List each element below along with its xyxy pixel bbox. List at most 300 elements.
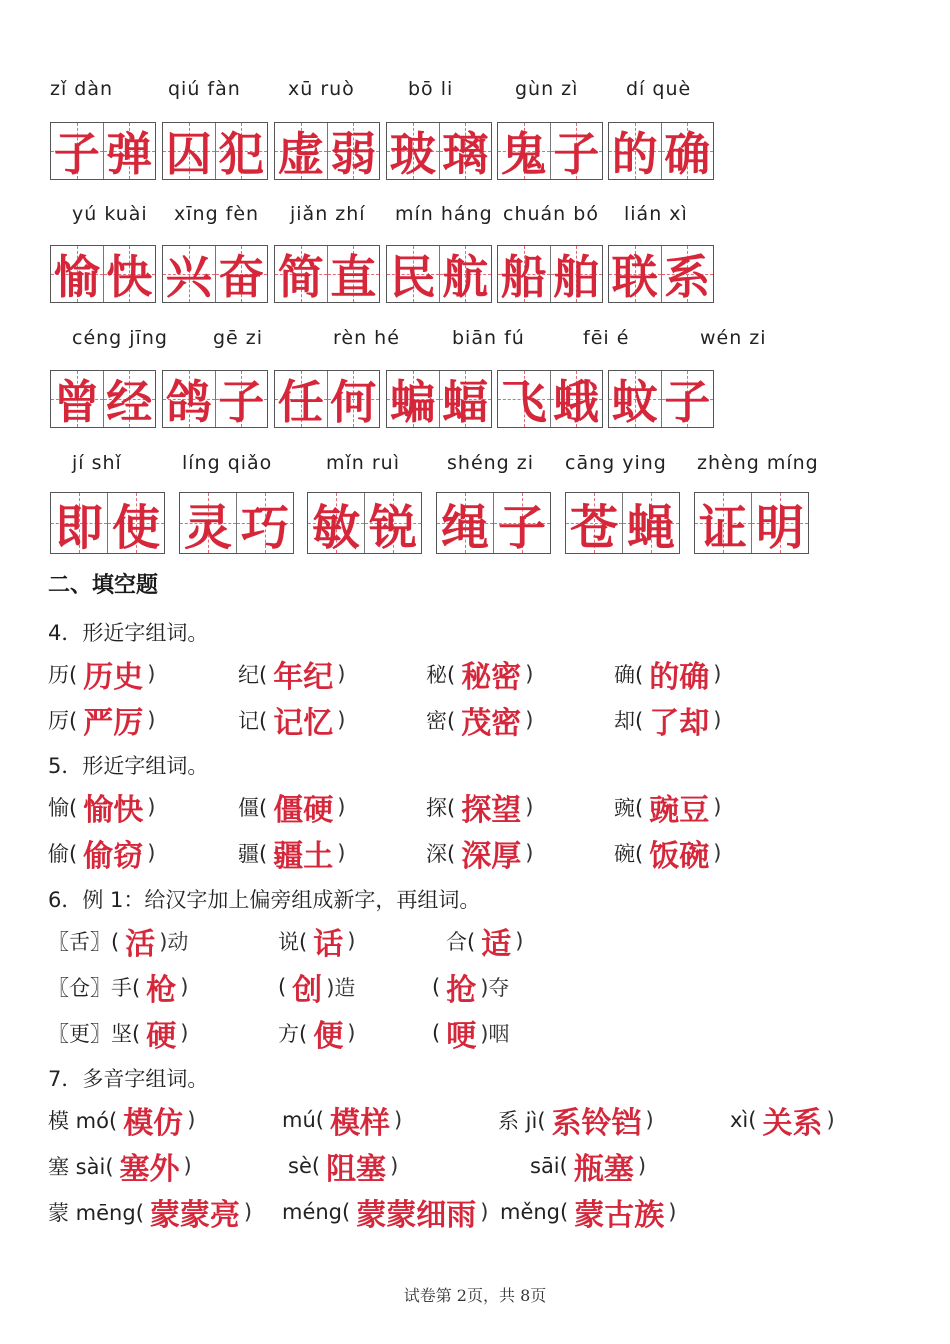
answer-character: 奋 (218, 250, 265, 304)
closing-text: ) (525, 795, 534, 819)
closing-text: )咽 (480, 1022, 510, 1046)
pinyin-label: yú kuài (72, 203, 148, 225)
tianzige-word-box (497, 370, 603, 428)
pinyin-label: wén zi (700, 327, 767, 349)
fill-item (426, 697, 533, 743)
pinyin-label: jiǎn zhí (290, 203, 366, 225)
tianzige-cell (437, 493, 494, 556)
question-title: 5．形近字组词。 (48, 754, 209, 778)
handwritten-answer: 茂密 (461, 706, 522, 741)
answer-character: 联 (611, 250, 658, 304)
answer-character: 锐 (368, 499, 417, 556)
pinyin-label: líng qiǎo (182, 452, 273, 474)
answer-row (0, 697, 950, 743)
handwritten-answer: 蒙古族 (574, 1198, 665, 1233)
tianzige-word-box (179, 492, 294, 554)
pinyin-label: zǐ dàn (50, 78, 114, 100)
prompt-text: měng( (500, 1200, 569, 1224)
handwritten-answer: 蒙蒙亮 (149, 1198, 240, 1233)
answer-character: 敏 (311, 499, 360, 556)
closing-text: ) (525, 841, 534, 865)
answer-character: 曾 (53, 375, 100, 429)
answer-row (0, 830, 950, 876)
tianzige-cell (163, 371, 216, 427)
prompt-text: xì( (730, 1108, 757, 1132)
fill-item (498, 1097, 654, 1143)
section-title: 二、填空题 (48, 573, 159, 598)
answer-character: 蛾 (553, 375, 600, 429)
handwritten-answer: 模样 (329, 1106, 390, 1141)
tianzige-cell (275, 123, 328, 179)
question-title: 7．多音字组词。 (48, 1067, 209, 1091)
fill-item (446, 918, 523, 964)
pinyin-label: fēi é (583, 327, 630, 349)
closing-text: ) (337, 662, 346, 686)
tianzige-cell (387, 246, 440, 302)
pinyin-label: qiú fàn (168, 78, 241, 100)
answer-character: 系 (664, 250, 711, 304)
answer-character: 灵 (183, 499, 232, 556)
tianzige-word-box (50, 122, 156, 180)
tianzige-cell (328, 246, 380, 302)
handwritten-answer: 模仿 (123, 1106, 184, 1141)
tianzige-word-box (565, 492, 680, 554)
pinyin-label: jí shǐ (72, 452, 122, 474)
tianzige-word-box (694, 492, 809, 554)
fill-item (48, 964, 188, 1010)
answer-character: 巧 (240, 499, 289, 556)
closing-text: ) (337, 795, 346, 819)
closing-text: ) (147, 795, 156, 819)
answer-character: 简 (277, 250, 324, 304)
handwritten-answer: 活 (125, 927, 156, 962)
tianzige-cell (609, 246, 662, 302)
tianzige-word-box (386, 122, 492, 180)
closing-text: ) (183, 1154, 192, 1178)
closing-text: ) (668, 1200, 677, 1224)
answer-row (0, 651, 950, 697)
handwritten-answer: 创 (292, 973, 323, 1008)
prompt-text: 厉( (48, 709, 78, 733)
fill-item (48, 1010, 188, 1056)
question-title: 6．例 1：给汉字加上偏旁组成新字，再组词。 (48, 888, 481, 912)
closing-text: ) (337, 841, 346, 865)
answer-row (0, 918, 950, 964)
closing-text: ) (393, 1108, 403, 1132)
answer-character: 舶 (553, 250, 600, 304)
tianzige-cell (163, 123, 216, 179)
pinyin-label: céng jīng (72, 327, 168, 349)
prompt-text: 确( (614, 663, 644, 687)
handwritten-answer: 严厉 (83, 706, 144, 741)
tianzige-cell (108, 493, 164, 556)
answer-character: 绳 (440, 499, 489, 556)
closing-text: ) (390, 1154, 399, 1178)
tianzige-cell (308, 493, 365, 556)
answer-character: 璃 (442, 127, 489, 181)
tianzige-cell (237, 493, 293, 556)
pinyin-label: bō li (408, 78, 454, 100)
fill-item (614, 784, 721, 830)
answer-row (0, 1143, 950, 1189)
prompt-text: 〖舌〗( (48, 930, 120, 954)
handwritten-answer: 偷窃 (83, 839, 144, 874)
answer-character: 确 (664, 127, 711, 181)
prompt-text: 蒙 mēng( (48, 1201, 144, 1225)
tianzige-cell (494, 493, 550, 556)
fill-item (48, 1189, 252, 1235)
closing-text: ) (713, 841, 722, 865)
page-footer: 试卷第 2页，共 8页 (403, 1286, 547, 1305)
pinyin-label: xū ruò (288, 78, 355, 100)
answer-character: 飞 (500, 375, 547, 429)
handwritten-answer: 记忆 (273, 706, 334, 741)
answer-character: 蝙 (389, 375, 436, 429)
tianzige-cell (551, 123, 603, 179)
tianzige-cell (440, 246, 492, 302)
closing-text: ) (480, 1200, 489, 1224)
tianzige-word-box (50, 492, 165, 554)
prompt-text: mú( (282, 1108, 324, 1132)
tianzige-cell (498, 371, 551, 427)
answer-row (0, 1189, 950, 1235)
pinyin-label: gùn zì (515, 78, 579, 100)
prompt-text: sāi( (530, 1154, 568, 1178)
closing-text: ) (515, 929, 524, 953)
handwritten-answer: 抢 (446, 973, 477, 1008)
handwritten-answer: 话 (313, 927, 344, 962)
tianzige-cell (104, 246, 156, 302)
fill-item (426, 784, 533, 830)
answer-row (0, 964, 950, 1010)
closing-text: ) (147, 662, 156, 686)
handwritten-answer: 系铃铛 (551, 1106, 642, 1141)
tianzige-cell (104, 371, 156, 427)
answer-character: 子 (553, 127, 600, 181)
tianzige-cell (498, 123, 551, 179)
fill-item (238, 651, 345, 697)
fill-item (48, 918, 188, 964)
tianzige-word-box (497, 245, 603, 303)
handwritten-answer: 枪 (146, 973, 177, 1008)
answer-character: 明 (755, 499, 804, 556)
fill-item (48, 784, 155, 830)
prompt-text: 愉( (48, 796, 78, 820)
handwritten-answer: 深厚 (461, 839, 522, 874)
prompt-text: 塞 sài( (48, 1155, 114, 1179)
prompt-text: ( (432, 975, 441, 999)
handwritten-answer: 硬 (146, 1019, 177, 1054)
fill-item (48, 830, 155, 876)
closing-text: ) (180, 1021, 189, 1045)
pinyin-row (0, 327, 950, 357)
tianzige-cell (180, 493, 237, 556)
pinyin-label: mín háng (395, 203, 493, 225)
prompt-text: 说( (278, 930, 308, 954)
handwritten-answer: 阻塞 (326, 1152, 387, 1187)
tianzige-word-box (50, 370, 156, 428)
tianzige-word-box (162, 370, 268, 428)
answer-character: 愉 (53, 250, 100, 304)
tianzige-cell (662, 371, 714, 427)
fill-item (238, 784, 345, 830)
prompt-text: 偷( (48, 842, 78, 866)
answer-character: 兴 (165, 250, 212, 304)
handwritten-answer: 蒙蒙细雨 (356, 1198, 477, 1233)
vocab-grid-row (0, 492, 950, 554)
tianzige-cell (387, 123, 440, 179)
handwritten-answer: 年纪 (273, 660, 334, 695)
tianzige-cell (662, 246, 714, 302)
prompt-text: 探( (426, 796, 456, 820)
fill-item (278, 1010, 355, 1056)
tianzige-cell (216, 371, 268, 427)
tianzige-cell (51, 371, 104, 427)
vocab-grid-row (0, 245, 950, 303)
answer-character: 快 (106, 250, 153, 304)
closing-text: ) (525, 708, 534, 732)
tianzige-cell (551, 371, 603, 427)
answer-character: 虚 (277, 127, 324, 181)
prompt-text: 深( (426, 842, 456, 866)
prompt-text: sè( (288, 1154, 321, 1178)
handwritten-answer: 瓶塞 (573, 1152, 634, 1187)
answer-character: 船 (500, 250, 547, 304)
prompt-text: 却( (614, 709, 644, 733)
answer-character: 的 (611, 127, 658, 181)
answer-character: 蝠 (442, 375, 489, 429)
handwritten-answer: 愉快 (83, 793, 144, 828)
closing-text: ) (243, 1200, 253, 1224)
answer-character: 弱 (330, 127, 377, 181)
answer-character: 何 (330, 375, 377, 429)
fill-item (278, 918, 355, 964)
tianzige-cell (216, 246, 268, 302)
fill-item (614, 651, 721, 697)
closing-text: ) (347, 1021, 356, 1045)
answer-character: 经 (106, 375, 153, 429)
tianzige-cell (609, 371, 662, 427)
answer-character: 子 (497, 499, 546, 556)
handwritten-answer: 适 (481, 927, 512, 962)
pinyin-label: dí què (626, 78, 692, 100)
prompt-text: méng( (282, 1200, 351, 1224)
fill-item (614, 697, 721, 743)
tianzige-cell (440, 371, 492, 427)
fill-item (432, 1010, 509, 1056)
answer-character: 即 (54, 499, 103, 556)
prompt-text: 密( (426, 709, 456, 733)
closing-text: ) (713, 662, 722, 686)
tianzige-word-box (608, 122, 714, 180)
tianzige-word-box (386, 245, 492, 303)
prompt-text: 历( (48, 663, 78, 687)
closing-text: ) (713, 708, 722, 732)
handwritten-answer: 秘密 (461, 660, 522, 695)
tianzige-cell (51, 246, 104, 302)
handwritten-answer: 塞外 (119, 1152, 180, 1187)
fill-item (530, 1143, 646, 1189)
closing-text: ) (826, 1108, 835, 1132)
tianzige-cell (275, 371, 328, 427)
tianzige-word-box (497, 122, 603, 180)
answer-character: 证 (698, 499, 747, 556)
tianzige-word-box (162, 245, 268, 303)
handwritten-answer: 关系 (762, 1106, 823, 1141)
answer-character: 蚊 (611, 375, 658, 429)
tianzige-cell (216, 123, 268, 179)
tianzige-word-box (162, 122, 268, 180)
question-title: 4．形近字组词。 (48, 621, 209, 645)
tianzige-cell (752, 493, 808, 556)
answer-character: 子 (664, 375, 711, 429)
vocab-grid-row (0, 122, 950, 180)
answer-character: 犯 (218, 127, 265, 181)
answer-character: 鬼 (500, 127, 547, 181)
closing-text: ) (147, 841, 156, 865)
tianzige-cell (440, 123, 492, 179)
tianzige-cell (51, 123, 104, 179)
tianzige-cell (365, 493, 421, 556)
tianzige-word-box (608, 245, 714, 303)
prompt-text: 豌( (614, 796, 644, 820)
tianzige-cell (498, 246, 551, 302)
handwritten-answer: 探望 (461, 793, 522, 828)
tianzige-word-box (436, 492, 551, 554)
answer-character: 航 (442, 250, 489, 304)
prompt-text: 方( (278, 1022, 308, 1046)
handwritten-answer: 便 (313, 1019, 344, 1054)
tianzige-cell (104, 123, 156, 179)
closing-text: ) (347, 929, 356, 953)
prompt-text: 〖仓〗手( (48, 976, 141, 1000)
prompt-text: ( (432, 1021, 441, 1045)
pinyin-row (0, 452, 950, 482)
handwritten-answer: 了却 (649, 706, 710, 741)
prompt-text: 纪( (238, 663, 268, 687)
tianzige-word-box (50, 245, 156, 303)
prompt-text: ( (278, 975, 287, 999)
answer-character: 直 (330, 250, 377, 304)
answer-row (0, 1097, 950, 1143)
handwritten-answer: 历史 (83, 660, 144, 695)
answer-character: 使 (111, 499, 160, 556)
closing-text: ) (187, 1108, 196, 1132)
closing-text: ) (525, 662, 534, 686)
answer-character: 任 (277, 375, 324, 429)
fill-item (288, 1143, 398, 1189)
pinyin-label: rèn hé (333, 327, 400, 349)
prompt-text: 〖更〗坚( (48, 1022, 141, 1046)
prompt-text: 僵( (238, 796, 268, 820)
handwritten-answer: 的确 (649, 660, 710, 695)
fill-item (48, 1143, 192, 1189)
vocab-grid-row (0, 370, 950, 428)
closing-text: )夺 (480, 976, 510, 1000)
handwritten-answer: 哽 (446, 1019, 477, 1054)
tianzige-cell (328, 123, 380, 179)
answer-character: 玻 (389, 127, 436, 181)
answer-character: 苍 (569, 499, 618, 556)
pinyin-label: chuán bó (503, 203, 599, 225)
tianzige-cell (695, 493, 752, 556)
pinyin-label: xīng fèn (174, 203, 260, 225)
tianzige-cell (566, 493, 623, 556)
tianzige-cell (551, 246, 603, 302)
tianzige-cell (662, 123, 714, 179)
prompt-text: 系 jì( (498, 1109, 546, 1133)
closing-text: ) (180, 975, 189, 999)
prompt-text: 记( (238, 709, 268, 733)
closing-text: )动 (159, 930, 189, 954)
answer-character: 弹 (106, 127, 153, 181)
fill-item (500, 1189, 676, 1235)
answer-row (0, 1010, 950, 1056)
fill-item (426, 651, 533, 697)
pinyin-label: biān fú (452, 327, 525, 349)
handwritten-answer: 僵硬 (273, 793, 334, 828)
tianzige-word-box (608, 370, 714, 428)
prompt-text: 模 mó( (48, 1109, 118, 1133)
tianzige-word-box (274, 370, 380, 428)
answer-character: 鸽 (165, 375, 212, 429)
fill-item (48, 651, 155, 697)
prompt-text: 疆( (238, 842, 268, 866)
fill-item (614, 830, 721, 876)
fill-item (282, 1189, 488, 1235)
answer-character: 蝇 (626, 499, 675, 556)
fill-item (48, 1097, 195, 1143)
closing-text: ) (637, 1154, 647, 1178)
prompt-text: 合( (446, 930, 476, 954)
handwritten-answer: 豌豆 (649, 793, 710, 828)
pinyin-row (0, 203, 950, 233)
answer-row (0, 784, 950, 830)
prompt-text: 碗( (614, 842, 644, 866)
closing-text: ) (645, 1108, 654, 1132)
tianzige-word-box (386, 370, 492, 428)
pinyin-label: cāng ying (565, 452, 667, 474)
closing-text: ) (147, 708, 156, 732)
tianzige-word-box (274, 245, 380, 303)
tianzige-cell (328, 371, 380, 427)
tianzige-cell (163, 246, 216, 302)
tianzige-cell (275, 246, 328, 302)
pinyin-label: lián xì (624, 203, 688, 225)
handwritten-answer: 饭碗 (649, 839, 710, 874)
fill-item (282, 1097, 402, 1143)
fill-item (48, 697, 155, 743)
answer-character: 子 (53, 127, 100, 181)
handwritten-answer: 疆土 (273, 839, 334, 874)
pinyin-row (0, 78, 950, 108)
pinyin-label: mǐn ruì (326, 452, 401, 474)
closing-text: ) (713, 795, 722, 819)
fill-item (238, 830, 345, 876)
answer-character: 子 (218, 375, 265, 429)
pinyin-label: zhèng míng (697, 452, 819, 474)
tianzige-cell (623, 493, 679, 556)
tianzige-cell (51, 493, 108, 556)
fill-item (730, 1097, 835, 1143)
fill-item (278, 964, 355, 1010)
fill-item (432, 964, 509, 1010)
pinyin-label: shéng zi (447, 452, 535, 474)
answer-character: 囚 (165, 127, 212, 181)
tianzige-word-box (274, 122, 380, 180)
closing-text: )造 (326, 976, 356, 1000)
tianzige-cell (387, 371, 440, 427)
